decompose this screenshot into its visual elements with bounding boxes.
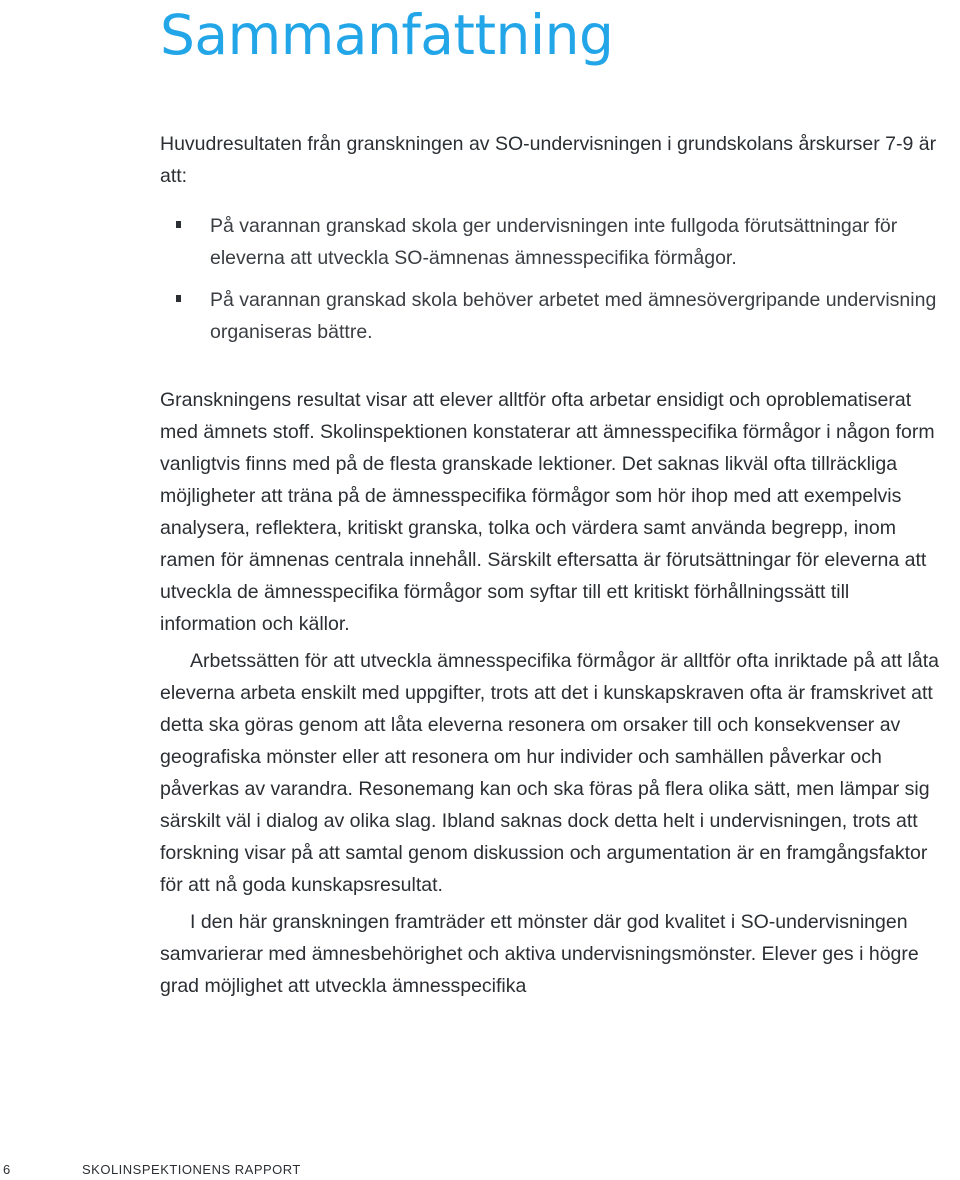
square-bullet-icon	[176, 221, 181, 228]
list-item-text: På varannan granskad skola behöver arbetet med ämnesövergripande undervisning organiseras bättre.	[210, 289, 937, 343]
page-footer	[0, 1160, 960, 1180]
paragraph: I den här granskningen framträder ett mönster där god kvalitet i SO-undervisningen samvarierar med ämnesbehörighet och aktiva undervisningsmönster. Elever ges i högre grad möjlighet att utveckla ämnesspecifika	[160, 911, 919, 997]
intro-paragraph: Huvudresultaten från granskningen av SO-undervisningen i grundskolans årskurser 7-9 är att:	[160, 133, 937, 187]
report-label: SKOLINSPEKTIONENS RAPPORT	[82, 1162, 301, 1177]
findings-list	[160, 210, 940, 348]
paragraph: Arbetssätten för att utveckla ämnesspecifika förmågor är alltför ofta inriktade på att låta eleverna arbeta enskilt med uppgifter, trots att det i kunskapskraven ofta är framskrivet att detta ska göras genom att låta eleverna resonera om orsaker till och konsekvenser av geografiska mönster eller att resonera om hur individer och samhällen påverkar och påverkas av varandra. Resonemang kan och ska föras på flera olika sätt, men lämpar sig särskilt väl i dialog av olika slag. Ibland saknas dock detta helt i undervisningen, trots att forskning visar på att samtal genom diskussion och argumentation är en framgångsfaktor för att nå goda kunskapsresultat.	[160, 650, 939, 896]
body-text	[160, 128, 940, 1002]
paragraph: Granskningens resultat visar att elever alltför ofta arbetar ensidigt och oproblematiserat med ämnets stoff. Skolinspektionen konstaterar att ämnesspecifika förmågor i någon form vanligtvis finns med på de flesta granskade lektioner. Det saknas likväl ofta tillräckliga möjligheter att träna på de ämnesspecifika förmågor som hör ihop med att exempelvis analysera, reflektera, kritiskt granska, tolka och värdera samt använda begrepp, inom ramen för ämnenas centrala innehåll. Särskilt eftersatta är förutsättningar för eleverna att utveckla de ämnesspecifika förmågor som syftar till ett kritiskt förhållningssätt till information och källor.	[160, 389, 935, 635]
list-item	[210, 210, 940, 274]
square-bullet-icon	[176, 295, 181, 302]
page-number: 6	[3, 1162, 11, 1177]
list-item	[210, 284, 940, 348]
list-item-text: På varannan granskad skola ger undervisningen inte fullgoda förutsättningar för eleverna att utveckla SO-ämnenas ämnesspecifika förmågor.	[210, 215, 898, 269]
page-title: Sammanfattning	[160, 3, 614, 67]
